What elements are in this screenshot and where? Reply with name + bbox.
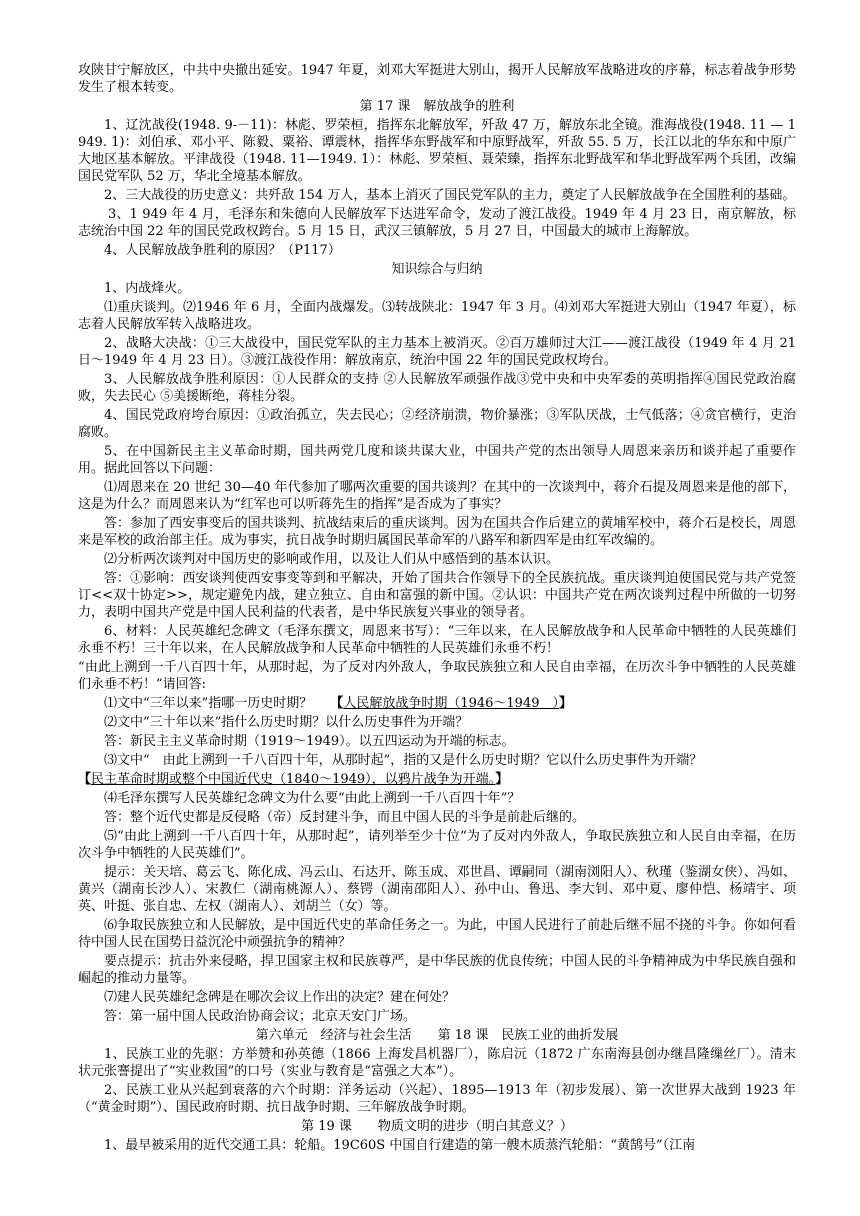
- question-6-2: ⑵文中“三十年以来”指什么历史时期？以什么历史事件为开端？: [104, 715, 469, 730]
- question-5-2: ⑵分析两次谈判对中国历史的影响或作用，以及让人们从中感悟到的基本认识。: [104, 552, 560, 567]
- answer-5-2: 答：①影响：西安谈判使西安事变等到和平解决，开始了国共合作领导下的全民族抗战。重庆谈判迫使国民党与共产党签订<<双十协定>>，规定避免内战，建立独立、自由和富强的新中国。②认识：中国共产党在两次谈判过程中所做的一切努力，表明中国共产党是中国人民利益的代表者，是中华民族复兴事业的领导者。: [78, 571, 796, 620]
- question-6-3: ⑶文中“ 由此上溯到一千八百四十年，从那时起”，指的又是什么历史时期？它以什么历史事件为开端？: [104, 753, 703, 768]
- summary-item-1-detail: ⑴重庆谈判。⑵1946 年 6 月，全面内战爆发。⑶转战陕北：1947 年 3 月。⑷刘邓大军挺进大别山（1947 年夏），标志着人民解放军转入战略进攻。: [78, 300, 796, 332]
- question-6-4: ⑷毛泽东撰写人民英雄纪念碑文为什么要“由此上溯到一千八百四十年”？: [104, 791, 521, 806]
- answer-6-3-close-bracket: 】: [495, 772, 509, 787]
- answer-6-6: 要点提示：抗击外来侵略，捍卫国家主权和民族尊严，是中华民族的优良传统；中国人民的斗争精神成为中华民族自强和崛起的推动力量等。: [78, 954, 796, 986]
- lesson-17-item-2: 2、三大战役的历史意义：共歼敌 154 万人，基本上消灭了国民党军队的主力，奠定了人民解放战争在全国胜利的基础。: [104, 188, 796, 203]
- answer-6-1-open-bracket: 【: [330, 696, 344, 711]
- answer-6-1-close-bracket: 】: [558, 696, 572, 711]
- summary-item-1: 1、内战烽火。: [104, 281, 191, 296]
- intro-paragraph: 攻陕甘宁解放区，中共中央撤出延安。1947 年夏，刘邓大军挺进大别山，揭开人民解放军战略进攻的序幕，标志着战争形势发生了根本转变。: [78, 63, 796, 95]
- question-6-6: ⑹争取民族独立和人民解放，是中国近代史的革命任务之一。为此，中国人民进行了前赴后继不屈不挠的斗争。你如何看待中国人民在国势日益沉沦中顽强抗争的精神？: [78, 918, 796, 950]
- answer-6-5: 提示：关天培、葛云飞、陈化成、冯云山、石达开、陈玉成、邓世昌、谭嗣同（湖南浏阳人）、秋瑾（鉴湖女侠）、冯如、黄兴（湖南长沙人）、宋教仁（湖南桃源人）、蔡锷（湖南邵阳人）、孙中山、鲁迅、李大钊、邓中夏、廖仲恺、杨靖宇、项英、叶挺、张自忠、左权（湖南人）、刘胡兰（女）等。: [78, 865, 796, 914]
- summary-item-2: 2、战略大决战：①三大战役中，国民党军队的主力基本上被消灭。②百万雄师过大江——渡江战役（1949 年 4 月 21 日～1949 年 4 月 23 日）。③渡江战役作用：解放南京，统治中国 22 年的国民党政权垮台。: [78, 336, 796, 368]
- lesson-17-item-3: 3、1 949 年 4 月，毛泽东和朱德向人民解放军下达进军命令，发动了渡江战役。1949 年 4 月 23 日，南京解放，标志统治中国 22 年的国民党政权跨台。5 月 15 日，武汉三镇解放，5 月 27 日，中国最大的城市上海解放。: [78, 207, 796, 239]
- lesson-19-item-1: 1、最早被采用的近代交通工具：轮船。19C60S 中国自行建造的第一艘木质蒸汽轮船：“黄鹄号”（江南: [104, 1138, 696, 1153]
- summary-item-4: 4、国民党政府垮台原因：①政治孤立，失去民心；②经济崩溃，物价暴涨；③军队厌战，士气低落；④贪官横行，吏治腐败。: [78, 408, 796, 440]
- answer-6-4: 答：整个近代史都是反侵略（帝）反封建斗争，而且中国人民的斗争是前赴后继的。: [104, 810, 586, 825]
- question-6-5: ⑸“由此上溯到一千八百四十年，从那时起”，请列举至少十位“为了反对内外敌人，争取民族独立和人民自由幸福，在历次斗争中牺牲的人民英雄们”。: [78, 829, 796, 861]
- lesson-18-item-2: 2、民族工业从兴起到衰落的六个时期：洋务运动（兴起）、1895—1913 年（初步发展）、第一次世界大战到 1923 年（“黄金时期”）、国民政府时期、抗日战争时期、三年解放战争时期。: [78, 1083, 796, 1115]
- answer-6-7: 答：第一届中国人民政治协商会议；北京天安门广场。: [104, 1009, 417, 1024]
- answer-6-3-open-bracket: 【: [78, 772, 92, 787]
- answer-6-2: 答：新民主主义革命时期（1919～1949）。以五四运动为开端的标志。: [104, 734, 515, 749]
- question-6-1: [78, 695, 796, 712]
- question-6-7: ⑺建人民英雄纪念碑是在哪次会议上作出的决定？建在何处？: [104, 990, 456, 1005]
- summary-item-5: 5、在中国新民主主义革命时期，国共两党几度和谈共谋大业，中国共产党的杰出领导人周恩来亲历和谈并起了重要作用。据此回答以下问题：: [78, 444, 796, 476]
- unit-6-title: 第六单元 经济与社会生活 第 18 课 民族工业的曲折发展: [255, 1028, 619, 1043]
- summary-item-3: 3、人民解放战争胜利原因：①人民群众的支持 ②人民解放军顽强作战③党中央和中央军委的英明指挥④国民党政治腐败，失去民心 ⑤美援断绝，蒋桂分裂。: [78, 372, 796, 404]
- lesson-19-title: 第 19 课 物质文明的进步（明白其意义？）: [301, 1119, 573, 1134]
- answer-6-1: 人民解放战争时期（1946～1949 ）: [343, 696, 559, 711]
- lesson-17-item-1: 1、辽沈战役(1948. 9-－11)：林彪、罗荣桓，指挥东北解放军，歼敌 47 万，解放东北全镜。淮海战役(1948. 11 — 1949. 1)：刘伯承、邓小平、陈毅、粟裕、谭震林，指挥华东野战军和中原野战军，歼敌 55. 5 万，长江以北的华东和中原广大地区基本解放。平津战役（1948. 11—1949. 1）：林彪、罗荣桓、聂荣臻，指挥东北野战军和华北野战军两个兵团，改编国民党军队 52 万，华北全境基本解放。: [78, 118, 796, 184]
- lesson-18-item-1: 1、民族工业的先驱：方举赞和孙英德（1866 上海发昌机器厂），陈启沅（1872 广东南海县创办继昌隆缫丝厂）。清末状元张謇提出了“实业救国”的口号（实业与教育是“富强之大本”）。: [78, 1047, 796, 1079]
- question-6-1-text: ⑴文中“三年以来”指哪一历史时期？: [104, 696, 313, 711]
- answer-6-3-line: [78, 771, 796, 788]
- question-5-1: ⑴周恩来在 20 世纪 30—40 年代参加了哪两次重要的国共谈判？在其中的一次谈判中，蒋介石提及周恩来是他的部下，这是为什么？而周恩来认为“红军也可以听蒋先生的指挥”是否成为了事实？: [78, 480, 796, 512]
- answer-5-1: 答：参加了西安事变后的国共谈判、抗战结束后的重庆谈判。因为在国共合作后建立的黄埔军校中，蒋介石是校长，周恩来是军校的政治部主任。成为事实，抗日战争时期归属国民革命军的八路军和新四军是由红军改编的。: [78, 516, 796, 548]
- lesson-17-item-4: 4、人民解放战争胜利的原因？（P117）: [104, 243, 341, 258]
- document-page: [78, 62, 796, 1156]
- summary-item-6: 6、材料：人民英雄纪念碑文（毛泽东撰文，周恩来书写）：“三年以来，在人民解放战争和人民革命中牺牲的人民英雄们永垂不朽！三十年以来，在人民解放战争和人民革命中牺牲的人民英雄们永垂不朽！: [78, 624, 796, 656]
- lesson-17-title: 第 17 课 解放战争的胜利: [359, 99, 515, 114]
- answer-6-3: 民主革命时期或整个中国近代史（1840～1949），以鸦片战争为开端。: [91, 772, 496, 787]
- summary-item-6-quote: “由此上溯到一千八百四十年，从那时起，为了反对内外敌人，争取民族独立和人民自由幸福，在历次斗争中牺牲的人民英雄们永垂不朽！”请回答:: [78, 660, 796, 692]
- summary-title: 知识综合与归纳: [391, 262, 483, 277]
